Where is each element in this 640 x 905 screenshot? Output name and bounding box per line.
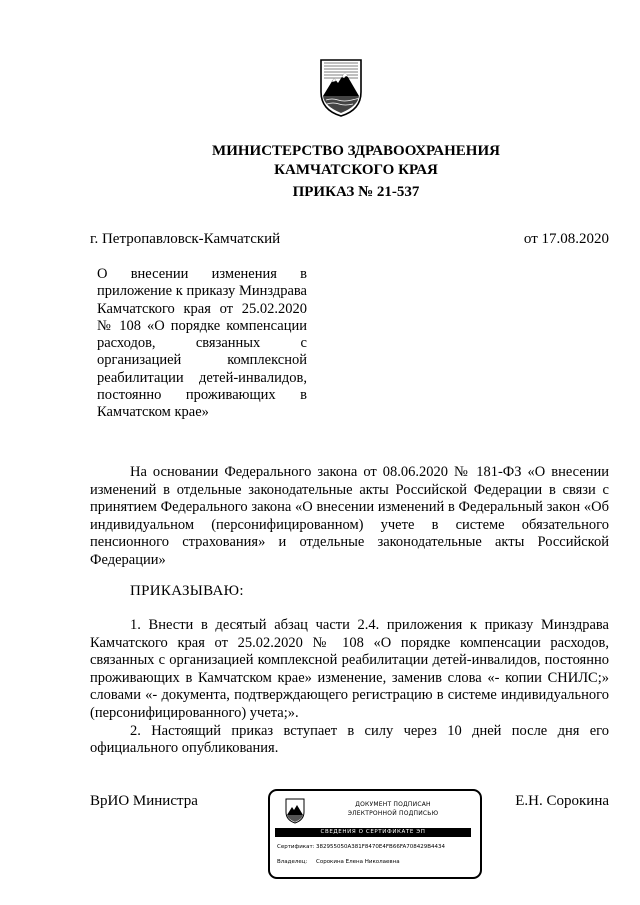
order-subject: О внесении изменения в приложение к приказу Минздрава Камчатского края от 25.02.2020 № 108 «О порядке компенсации расходов, связанных с организацией комплексной реабилитации детей-инвалидов, постоянно проживающих в Камчатском крае» [97,266,307,421]
stamp-cert-row [277,844,445,850]
city: г. Петропавловск-Камчатский [90,231,281,247]
order-item-1: 1. Внести в десятый абзац части 2.4. приложения к приказу Минздрава Камчатского края от 25.02.2020 № 108 «О порядке компенсации расходов, связанных с организацией комплексной реабилитации детей-инвалидов, постоянно проживающих в Камчатском крае» изменение, заменив слова «- копии СНИЛС;» словами «- документа, подтверждающего регистрацию в системе индивидуального (персонифицированного) учета;». [90,617,609,721]
signatory-position: ВрИО Министра [90,793,198,809]
order-date: от 17.08.2020 [523,231,609,247]
kamchatka-emblem-icon [318,58,364,118]
ministry-line-1: МИНИСТЕРСТВО ЗДРАВООХРАНЕНИЯ [212,143,500,159]
owner-value: Сорокина Елена Николаевна [316,859,400,865]
electronic-signature-stamp [268,789,482,879]
preamble-block [90,464,609,570]
stamp-owner-row [277,859,400,865]
stamp-heading [310,800,476,818]
signatory-name: Е.Н. Сорокина [515,793,609,809]
stamp-emblem-icon [284,798,306,824]
ministry-name [140,142,572,180]
decree-word: ПРИКАЗЫВАЮ: [130,583,244,599]
ministry-line-2: КАМЧАТСКОГО КРАЯ [274,162,438,178]
preamble-paragraph: На основании Федерального закона от 08.06.2020 № 181-ФЗ «О внесении изменений в отдельные законодательные акты Российской Федерации в связи с принятием Федерального закона «О внесении изменений в Федеральный закон «Об индивидуальном (персонифицированном) учете в системе обязательного пенсионного страхования» и отдельные законодательные акты Российской Федерации» [90,464,609,568]
cert-label: Сертификат: [277,844,315,850]
order-items [90,617,609,758]
stamp-cert-bar: СВЕДЕНИЯ О СЕРТИФИКАТЕ ЭП [275,828,471,837]
cert-value: 382955050A381F8470E4FB66FA708429B4434 [316,844,446,850]
order-title: ПРИКАЗ № 21-537 [292,184,420,200]
order-item-2: 2. Настоящий приказ вступает в силу через 10 дней после дня его официального опубликования. [90,722,609,757]
owner-label: Владелец: [277,859,308,865]
stamp-line-2: ЭЛЕКТРОННОЙ ПОДПИСЬЮ [347,810,439,817]
stamp-line-1: ДОКУМЕНТ ПОДПИСАН [355,801,431,808]
